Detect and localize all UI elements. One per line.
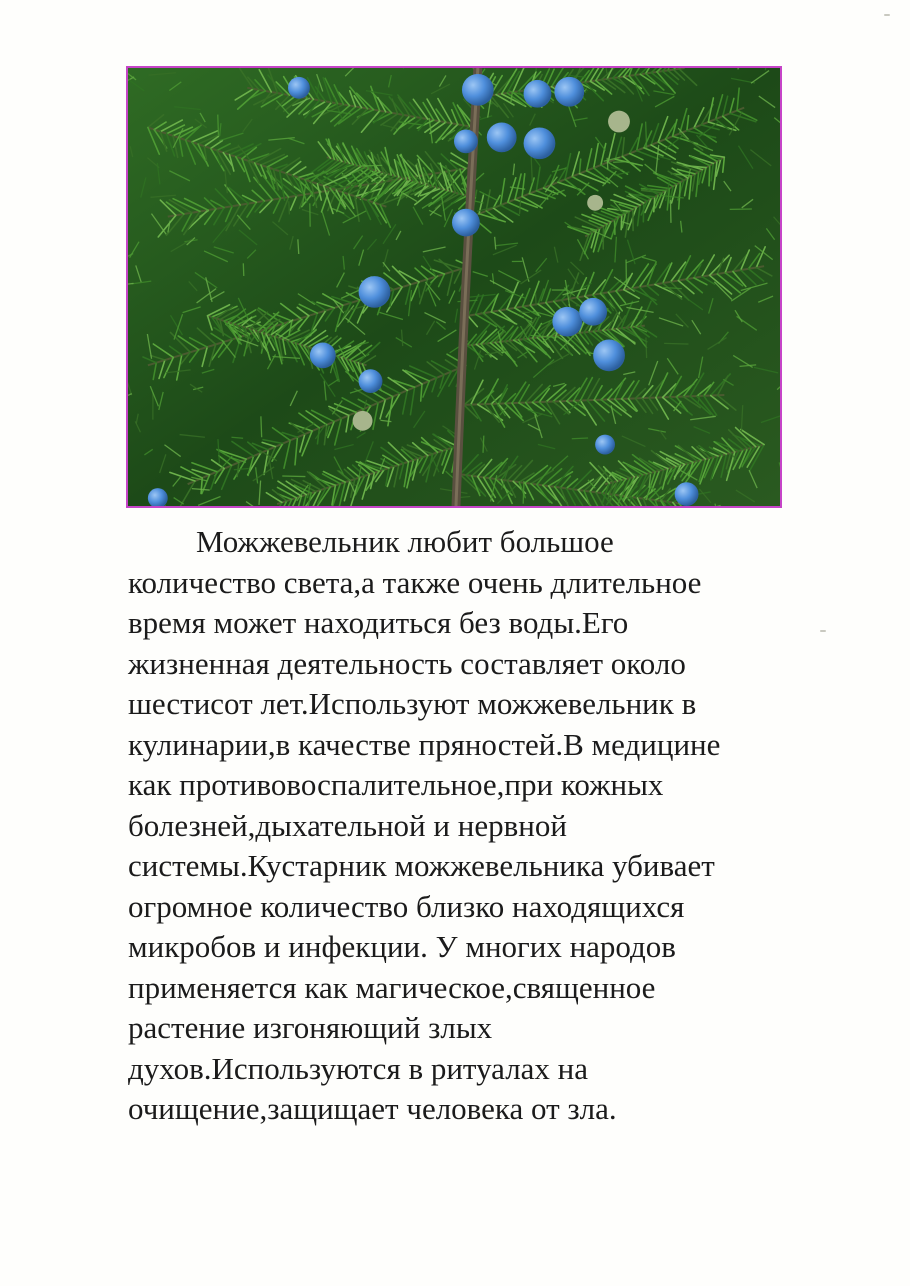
scan-speck	[820, 630, 826, 632]
juniper-berry	[524, 127, 556, 159]
juniper-berry	[452, 209, 480, 237]
juniper-berry	[552, 307, 582, 337]
needle	[607, 158, 608, 169]
needle	[536, 68, 537, 72]
juniper-berry	[524, 80, 552, 108]
juniper-berry	[554, 77, 584, 107]
juniper-berry	[288, 77, 310, 99]
needle	[646, 337, 647, 358]
unripe-berry	[587, 195, 603, 211]
needle	[361, 165, 383, 166]
juniper-berry	[579, 298, 607, 326]
needle	[298, 239, 299, 254]
juniper-berry	[359, 276, 391, 308]
needle	[709, 166, 710, 186]
unripe-berry	[353, 411, 373, 431]
juniper-berry	[462, 74, 494, 106]
juniper-photo	[126, 66, 782, 508]
needle	[289, 201, 290, 214]
needle	[621, 216, 622, 230]
needle	[664, 343, 688, 344]
needle	[261, 416, 262, 437]
juniper-berry	[593, 340, 625, 372]
juniper-berry	[675, 482, 699, 506]
needle	[654, 197, 655, 212]
unripe-berry	[608, 111, 630, 133]
juniper-berry	[359, 369, 383, 393]
juniper-berry	[595, 435, 615, 455]
photo-background	[128, 68, 780, 506]
scan-speck	[884, 14, 890, 16]
needle	[523, 481, 524, 504]
needle	[536, 293, 537, 306]
juniper-berry	[487, 123, 517, 153]
juniper-berry	[454, 129, 478, 153]
juniper-illustration	[128, 68, 780, 506]
needle	[282, 476, 305, 477]
article-paragraph: Можжевельник любит большое количество света,а также очень длительное время может находиться без воды.Его жизненная деятельность составляет около шестисот лет.Используют можжевельник в кулинарии,в качестве пряностей.В медицине как противовоспалительное,при кожных болезней,дыхательной и нервной системы.Кустарник можжевельника убивает огромное количество близко находящихся микробов и инфекции. У многих народов применяется как магическое,священное растение изгоняющий злых духов.Используются в ритуалах на очищение,защищает человека от зла.	[128, 524, 721, 1126]
needle	[572, 438, 588, 439]
juniper-berry	[310, 342, 336, 368]
needle	[218, 115, 219, 135]
needle	[483, 436, 484, 453]
